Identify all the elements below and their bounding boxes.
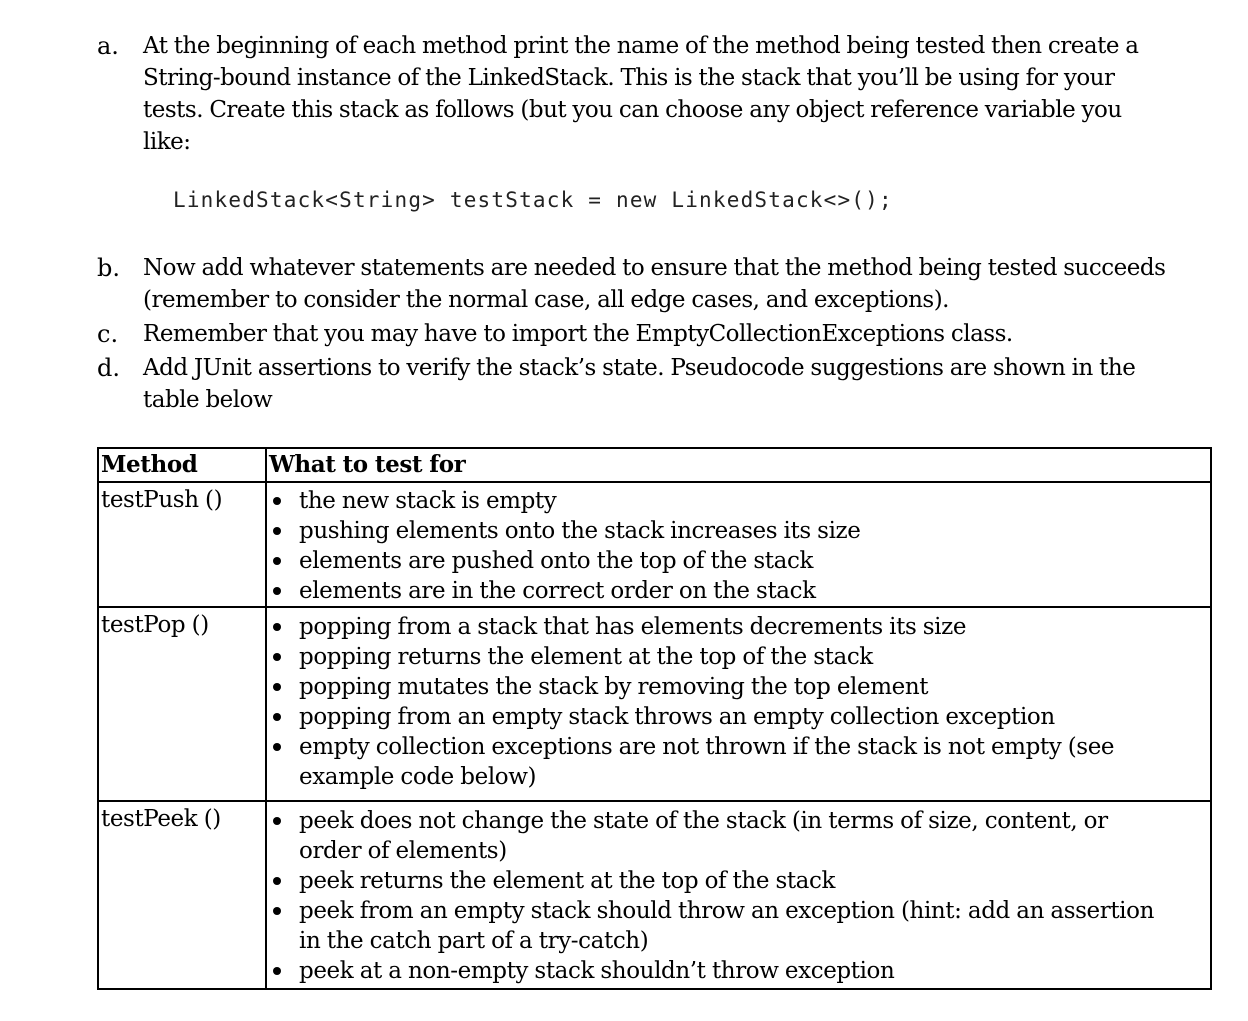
step-text — [143, 318, 1203, 350]
item-text: popping from a stack that has elements decrements its size — [299, 614, 967, 640]
item-text: order of elements) — [299, 838, 507, 864]
bullet-icon — [273, 743, 281, 751]
bullet-icon — [273, 683, 281, 691]
text-line: (remember to consider the normal case, all edge cases, and exceptions). — [143, 287, 949, 313]
table-header-row — [98, 448, 1211, 482]
item-text: popping returns the element at the top of the stack — [299, 644, 873, 670]
table-row — [98, 482, 1211, 607]
list-item — [269, 956, 1210, 986]
list-item — [269, 642, 1210, 672]
criteria-list — [269, 608, 1210, 792]
item-text: elements are pushed onto the top of the stack — [299, 548, 813, 574]
test-criteria — [266, 801, 1211, 989]
text-line: Add JUnit assertions to verify the stack’s state. Pseudocode suggestions are shown in the — [143, 355, 1136, 381]
step-marker: c. — [97, 320, 119, 348]
list-item — [269, 702, 1210, 732]
test-criteria — [266, 607, 1211, 801]
item-text: the new stack is empty — [299, 488, 557, 514]
text-line: tests. Create this stack as follows (but you can choose any object reference variable you — [143, 97, 1122, 123]
item-text: peek does not change the state of the stack (in terms of size, content, or — [299, 808, 1108, 834]
method-name: testPeek () — [98, 801, 266, 989]
text-line: Now add whatever statements are needed to ensure that the method being tested succeeds — [143, 255, 1166, 281]
text-line: String-bound instance of the LinkedStack. This is the stack that you’ll be using for your — [143, 65, 1115, 91]
code-sample: LinkedStack<String> testStack = new LinkedStack<>(); — [173, 188, 893, 212]
method-name: testPop () — [98, 607, 266, 801]
bullet-icon — [273, 623, 281, 631]
criteria-list — [269, 802, 1210, 986]
text-line: Remember that you may have to import the EmptyCollectionExceptions class. — [143, 321, 1013, 347]
bullet-icon — [273, 967, 281, 975]
item-text: popping from an empty stack throws an empty collection exception — [299, 704, 1055, 730]
item-text: example code below) — [299, 764, 537, 790]
table-row — [98, 607, 1211, 801]
bullet-icon — [273, 907, 281, 915]
list-item — [269, 486, 1210, 516]
step-text — [143, 30, 1203, 158]
list-item — [269, 896, 1210, 956]
item-text: elements are in the correct order on the stack — [299, 578, 816, 604]
bullet-icon — [273, 653, 281, 661]
list-item — [269, 672, 1210, 702]
item-text: popping mutates the stack by removing the top element — [299, 674, 929, 700]
text-line: like: — [143, 129, 191, 155]
bullet-icon — [273, 497, 281, 505]
criteria-list — [269, 483, 1210, 606]
list-item — [269, 576, 1210, 606]
list-item — [269, 806, 1210, 866]
list-item — [269, 612, 1210, 642]
text-line: At the beginning of each method print the name of the method being tested then create a — [143, 33, 1139, 59]
test-criteria — [266, 482, 1211, 607]
step-marker: b. — [97, 254, 120, 282]
column-header-what-to-test: What to test for — [266, 448, 1211, 482]
column-header-method: Method — [98, 448, 266, 482]
item-text: in the catch part of a try-catch) — [299, 928, 649, 954]
table-row — [98, 801, 1211, 989]
bullet-icon — [273, 877, 281, 885]
list-item — [269, 866, 1210, 896]
bullet-icon — [273, 817, 281, 825]
step-text — [143, 252, 1203, 316]
list-item — [269, 546, 1210, 576]
text-line: table below — [143, 387, 273, 413]
list-item — [269, 516, 1210, 546]
step-marker: a. — [97, 32, 119, 60]
item-text: peek returns the element at the top of the stack — [299, 868, 836, 894]
bullet-icon — [273, 587, 281, 595]
item-text: peek from an empty stack should throw an exception (hint: add an assertion — [299, 898, 1154, 924]
test-spec-table — [97, 447, 1212, 990]
bullet-icon — [273, 527, 281, 535]
list-item — [269, 732, 1210, 792]
item-text: peek at a non-empty stack shouldn’t throw exception — [299, 958, 895, 984]
bullet-icon — [273, 713, 281, 721]
step-marker: d. — [97, 354, 120, 382]
item-text: empty collection exceptions are not thrown if the stack is not empty (see — [299, 734, 1115, 760]
method-name: testPush () — [98, 482, 266, 607]
step-text — [143, 352, 1203, 416]
bullet-icon — [273, 557, 281, 565]
item-text: pushing elements onto the stack increases its size — [299, 518, 861, 544]
